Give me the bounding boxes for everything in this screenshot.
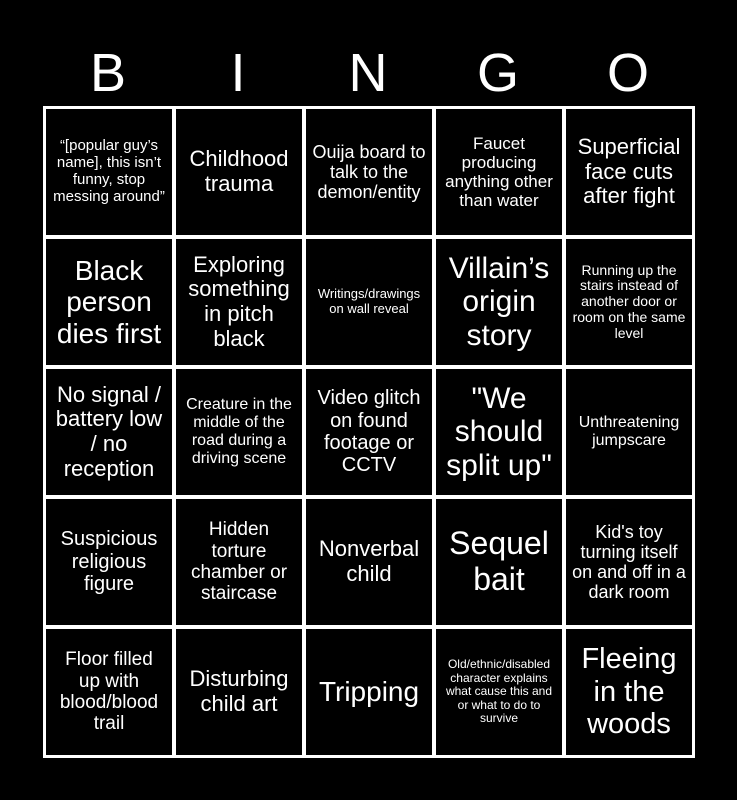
bingo-cell-3-1[interactable]: No signal / battery low / no reception <box>46 369 172 495</box>
bingo-cell-5-4[interactable]: Old/ethnic/disabled character explains what cause this and or what to do to survive <box>436 629 562 755</box>
bingo-cell-1-4[interactable]: Faucet producing anything other than water <box>436 109 562 235</box>
header-letter-i: I <box>230 43 246 103</box>
bingo-cell-4-1[interactable]: Suspicious religious figure <box>46 499 172 625</box>
bingo-cell-1-3[interactable]: Ouija board to talk to the demon/entity <box>306 109 432 235</box>
bingo-cell-4-2[interactable]: Hidden torture chamber or staircase <box>176 499 302 625</box>
bingo-cell-2-3[interactable]: Writings/drawings on wall reveal <box>306 239 432 365</box>
bingo-board <box>43 106 695 758</box>
bingo-cell-1-2[interactable]: Childhood trauma <box>176 109 302 235</box>
bingo-cell-5-5[interactable]: Fleeing in the woods <box>566 629 692 755</box>
bingo-cell-2-1[interactable]: Black person dies first <box>46 239 172 365</box>
bingo-cell-3-3[interactable]: Video glitch on found footage or CCTV <box>306 369 432 495</box>
bingo-cell-2-5[interactable]: Running up the stairs instead of another door or room on the same level <box>566 239 692 365</box>
bingo-cell-5-1[interactable]: Floor filled up with blood/blood trail <box>46 629 172 755</box>
bingo-cell-5-2[interactable]: Disturbing child art <box>176 629 302 755</box>
bingo-cell-3-4[interactable]: "We should split up" <box>436 369 562 495</box>
bingo-cell-1-5[interactable]: Superficial face cuts after fight <box>566 109 692 235</box>
bingo-header <box>43 40 693 106</box>
bingo-cell-5-3[interactable]: Tripping <box>306 629 432 755</box>
bingo-cell-3-2[interactable]: Creature in the middle of the road during a driving scene <box>176 369 302 495</box>
bingo-cell-4-5[interactable]: Kid's toy turning itself on and off in a dark room <box>566 499 692 625</box>
header-letter-n: N <box>348 43 388 103</box>
bingo-cell-2-2[interactable]: Exploring something in pitch black <box>176 239 302 365</box>
bingo-cell-2-4[interactable]: Villain’s origin story <box>436 239 562 365</box>
bingo-cell-3-5[interactable]: Unthreatening jumpscare <box>566 369 692 495</box>
header-letter-b: B <box>89 43 127 103</box>
bingo-cell-4-3[interactable]: Nonverbal child <box>306 499 432 625</box>
header-letter-g: G <box>476 43 519 103</box>
bingo-cell-4-4[interactable]: Sequel bait <box>436 499 562 625</box>
header-letter-o: O <box>606 43 649 103</box>
bingo-cell-1-1[interactable]: “[popular guy’s name], this isn’t funny, stop messing around” <box>46 109 172 235</box>
